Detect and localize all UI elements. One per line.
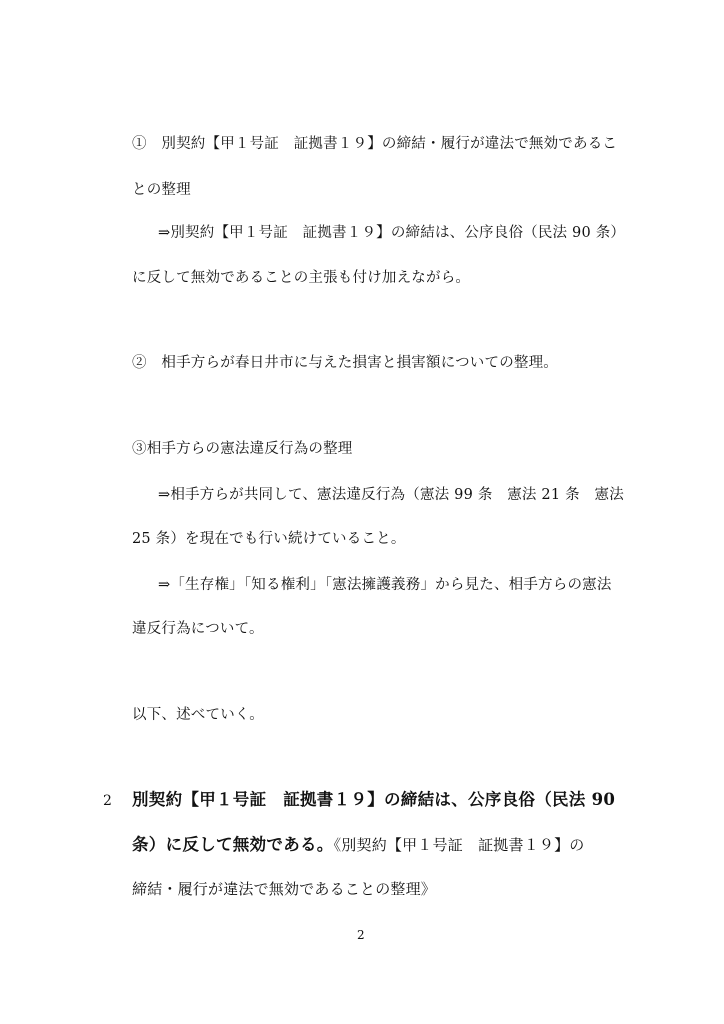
item3-detail2-line1: ⇒「生存権」「知る権利」「憲法擁護義務」から見た、相手方らの憲法 xyxy=(158,577,612,593)
section2-heading-normal-part: 《別契約【甲１号証 証拠書１９】の xyxy=(333,836,585,854)
page-number: 2 xyxy=(357,928,365,942)
item2-line1: ② 相手方らが春日井市に与えた損害と損害額についての整理。 xyxy=(132,355,559,371)
section2-heading-bold-part: 条）に反して無効である。 xyxy=(132,835,334,854)
section2-heading-line3: 締結・履行が違法で無効であることの整理》 xyxy=(132,880,437,898)
item3-detail1-line1: ⇒相手方らが共同して、憲法違反行為（憲法 99 条 憲法 21 条 憲法 xyxy=(158,487,624,503)
item1-line2: との整理 xyxy=(132,182,191,198)
item1-detail-line1: ⇒別契約【甲１号証 証拠書１９】の締結は、公序良俗（民法 90 条） xyxy=(158,225,626,241)
item3-detail2-line2: 違反行為について。 xyxy=(132,621,264,637)
closing-text: 以下、述べていく。 xyxy=(132,707,265,723)
item1-line1: ① 別契約【甲１号証 証拠書１９】の締結・履行が違法で無効であるこ xyxy=(132,136,618,152)
section-number: 2 xyxy=(103,793,112,809)
section2-heading-line2 xyxy=(132,835,585,855)
item3-detail1-line2: 25 条）を現在でも行い続けていること。 xyxy=(132,531,406,547)
item3-line1: ③相手方らの憲法違反行為の整理 xyxy=(132,441,353,457)
section2-heading-line1: 別契約【甲１号証 証拠書１９】の締結は、公序良俗（民法 90 xyxy=(132,790,616,809)
item1-detail-line2: に反して無効であることの主張も付け加えながら。 xyxy=(132,270,471,286)
